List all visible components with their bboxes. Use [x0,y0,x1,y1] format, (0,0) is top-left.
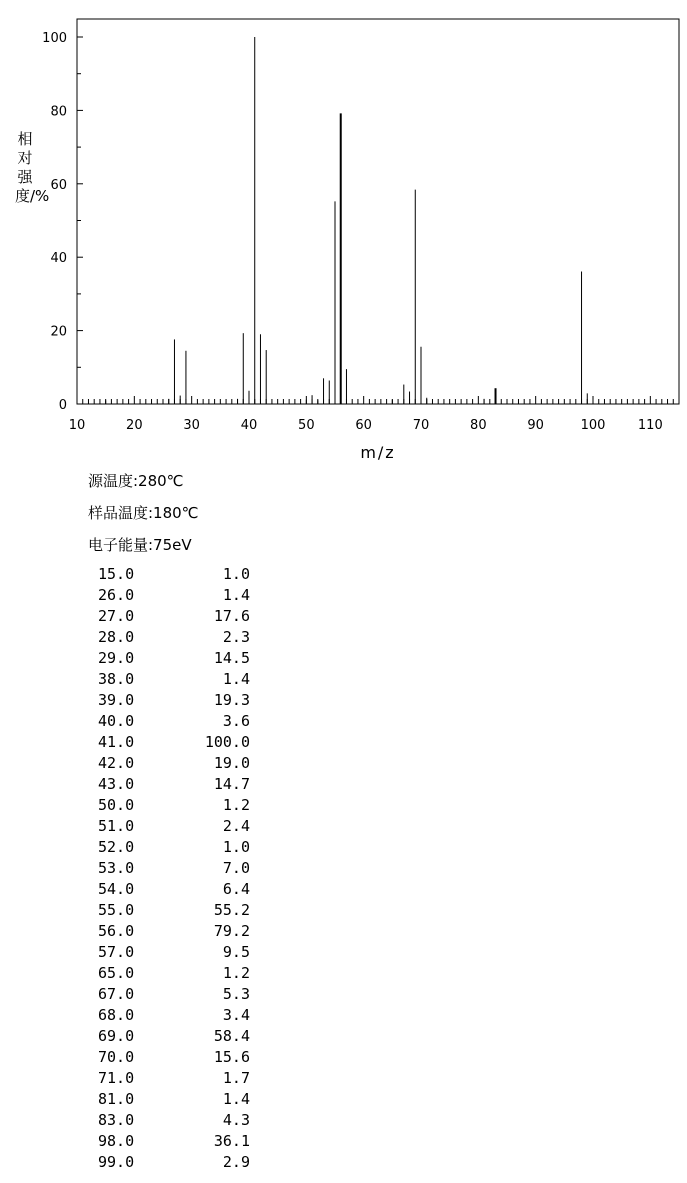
table-row [98,648,250,669]
abundance-value: 55.2 [213,901,250,919]
x-tick-label: 50 [298,418,315,433]
mz-value: 38.0 [98,670,135,688]
mz-value: 29.0 [98,649,135,667]
table-row [98,1110,250,1131]
y-tick-label: 0 [58,398,67,413]
x-tick-label: 30 [183,418,200,433]
table-row [98,1026,250,1047]
mz-value: 99.0 [98,1153,135,1171]
abundance-value: 1.4 [222,586,250,604]
abundance-value: 1.7 [222,1069,250,1087]
table-row [98,774,250,795]
mz-value: 71.0 [98,1069,135,1087]
sample-temperature: 样品温度:180℃ [88,504,199,522]
mz-value: 52.0 [98,838,135,856]
table-row [98,606,250,627]
abundance-value: 5.3 [222,985,250,1003]
table-row [98,627,250,648]
table-row [98,858,250,879]
x-tick-label: 70 [412,418,430,433]
peak-table [98,564,250,1173]
abundance-value: 2.9 [222,1153,250,1171]
abundance-value: 19.3 [213,691,250,709]
table-row [98,816,250,837]
abundance-value: 2.4 [222,817,250,835]
mz-value: 98.0 [98,1132,135,1150]
abundance-value: 100.0 [204,733,250,751]
mz-value: 57.0 [98,943,135,961]
mz-value: 83.0 [98,1111,135,1129]
table-row [98,837,250,858]
x-tick-label: 90 [527,418,544,433]
mz-value: 68.0 [98,1006,135,1024]
y-tick-label: 100 [42,31,67,46]
mz-value: 81.0 [98,1090,135,1108]
abundance-value: 2.3 [222,628,250,646]
mz-value: 39.0 [98,691,135,709]
mz-value: 67.0 [98,985,135,1003]
mz-value: 53.0 [98,859,135,877]
abundance-value: 4.3 [222,1111,250,1129]
abundance-value: 1.0 [222,838,250,856]
abundance-value: 1.0 [222,565,250,583]
table-row [98,921,250,942]
table-row [98,1047,250,1068]
x-tick-label: 100 [580,418,606,433]
plot-frame [77,19,679,404]
table-row [98,984,250,1005]
x-tick-label: 80 [470,418,487,433]
mass-spectrum-chart [0,0,687,470]
table-row [98,795,250,816]
mz-value: 41.0 [98,733,135,751]
table-row [98,879,250,900]
table-row [98,1005,250,1026]
x-tick-label: 110 [637,418,663,433]
abundance-value: 1.2 [222,796,250,814]
table-row [98,690,250,711]
abundance-value: 9.5 [222,943,250,961]
mz-value: 70.0 [98,1048,135,1066]
table-row [98,669,250,690]
abundance-value: 15.6 [213,1048,250,1066]
y-tick-label: 80 [50,104,67,120]
mz-value: 42.0 [98,754,135,772]
mz-value: 65.0 [98,964,135,982]
table-row [98,711,250,732]
abundance-value: 79.2 [213,922,250,940]
mz-value: 40.0 [98,712,135,730]
mz-value: 56.0 [98,922,135,940]
abundance-value: 14.5 [213,649,250,667]
mz-value: 69.0 [98,1027,135,1045]
y-tick-label: 40 [50,251,67,267]
x-tick-label: 40 [240,418,258,433]
table-row [98,1131,250,1152]
mz-value: 28.0 [98,628,135,646]
mz-value: 50.0 [98,796,135,814]
abundance-value: 17.6 [213,607,250,625]
abundance-value: 19.0 [213,754,250,772]
x-axis-label: m/z [360,443,396,462]
electron-energy: 电子能量:75eV [88,536,192,554]
y-tick-label: 60 [50,177,67,193]
table-row [98,1068,250,1089]
mz-value: 55.0 [98,901,135,919]
mz-value: 27.0 [98,607,135,625]
abundance-value: 3.4 [222,1006,250,1024]
abundance-value: 14.7 [213,775,250,793]
abundance-value: 58.4 [213,1027,250,1045]
x-tick-label: 20 [126,418,143,433]
abundance-value: 3.6 [222,712,250,730]
abundance-value: 1.2 [222,964,250,982]
table-row [98,732,250,753]
mz-value: 43.0 [98,775,135,793]
mz-value: 54.0 [98,880,135,898]
y-axis-label: 相对强度/% [15,130,50,205]
x-tick-label: 60 [355,418,372,433]
table-row [98,585,250,606]
abundance-value: 6.4 [222,880,250,898]
source-temperature: 源温度:280℃ [88,472,184,490]
table-row [98,942,250,963]
mz-value: 26.0 [98,586,135,604]
table-row [98,963,250,984]
table-row [98,900,250,921]
mz-value: 15.0 [98,565,135,583]
abundance-value: 36.1 [213,1132,250,1150]
abundance-value: 1.4 [222,1090,250,1108]
abundance-value: 1.4 [222,670,250,688]
y-tick-label: 20 [50,324,67,340]
mz-value: 51.0 [98,817,135,835]
x-tick-label: 10 [68,418,86,433]
table-row [98,1089,250,1110]
table-row [98,753,250,774]
table-row [98,1152,250,1173]
abundance-value: 7.0 [222,859,250,877]
table-row [98,564,250,585]
